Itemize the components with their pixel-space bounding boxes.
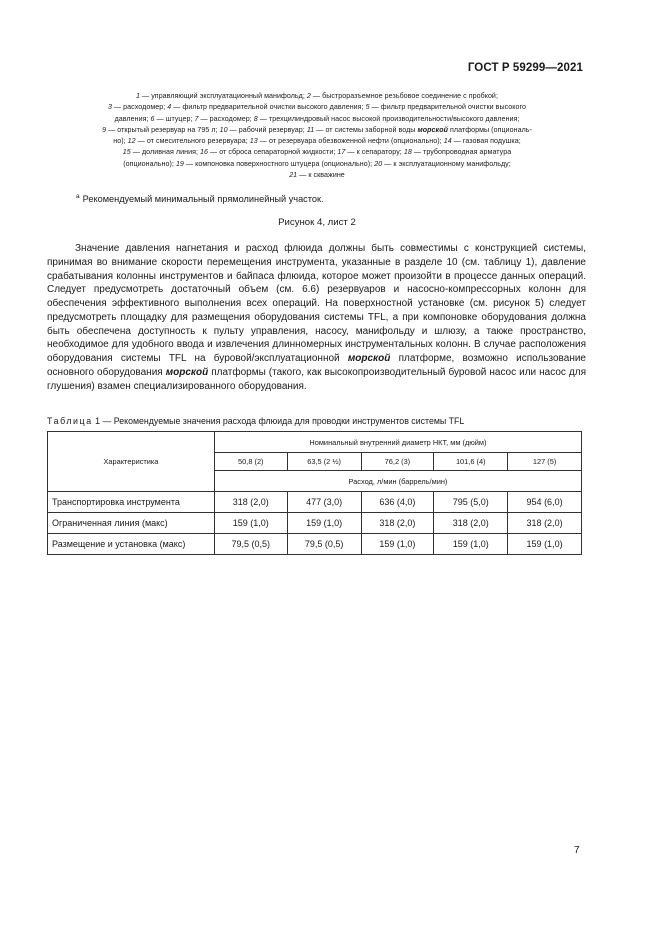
table-cell: 636 (4,0)	[361, 492, 434, 513]
footnote-text: Рекомендуемый минимальный прямолинейный участок.	[82, 194, 324, 205]
table-cell: 954 (6,0)	[508, 492, 582, 513]
legend-text: — рабочий резервуар;	[227, 125, 307, 134]
table-cell: 159 (1,0)	[434, 534, 508, 555]
legend-number: 21	[289, 171, 298, 180]
table-cell: 477 (3,0)	[287, 492, 361, 513]
table-cell: 159 (1,0)	[287, 513, 361, 534]
row-label: Ограниченная линия (макс)	[48, 513, 215, 534]
legend-text: — управляющий эксплуатационный манифольд;	[140, 92, 307, 100]
legend-text: — расходомер;	[198, 114, 254, 123]
diameter-header: Номинальный внутренний диаметр НКТ, мм (дюйм)	[214, 432, 581, 453]
legend-number: 16	[200, 148, 209, 157]
legend-text: — фильтр предварительной очистки высокого давления;	[171, 103, 366, 112]
legend-text: но);	[113, 137, 128, 146]
legend-number: 5	[365, 103, 370, 112]
footnote-mark: а	[76, 193, 80, 200]
legend-emphasis: морской	[417, 125, 448, 134]
figure-legend	[47, 91, 587, 181]
table-row	[48, 534, 582, 555]
diameter-cell: 50,8 (2)	[214, 453, 287, 471]
legend-number: 17	[337, 148, 346, 157]
document-header: ГОСТ Р 59299—2021	[467, 62, 583, 74]
diameter-cell: 101,6 (4)	[434, 453, 508, 471]
legend-text: — от смесительного резервуара;	[135, 137, 250, 146]
paragraph	[47, 242, 586, 393]
table-cell: 795 (5,0)	[434, 492, 508, 513]
legend-text: — расходомер;	[112, 103, 168, 112]
paragraph-text: Значение давления нагнетания и расход флюида должны быть совместимы с конструкцией системы, принимая во внимание скорости перемещения инструмента, указанные в разделе 10 (см. таблицу 1), давление срабатывания колонны инструментов и байпаса флюида, которое может произойти в процессе данных операций. Следует предусмотреть достаточный объем (см. 6.6) резервуаров и насосно-компрессорных колонн для обеспечения эффективного выполнения всех операций. На поверхностной установке (см. рисунок 5) следует предусмотреть площадку для размещения оборудования системы TFL, а при компоновке оборудования должна быть обеспечена доступность к пульту управления, насосу, манифольду и шлюзу, а также пространство, необходимое для удобного ввода и извлечения длинномерных инструментальных колонн. В случае расположения оборудования системы TFL на буровой/эксплуатационной	[47, 243, 586, 364]
paragraph-emphasis: морской	[165, 366, 209, 378]
legend-number: 11	[306, 125, 315, 134]
legend-line	[47, 170, 587, 181]
table-title	[47, 416, 464, 426]
table-cell: 159 (1,0)	[214, 513, 287, 534]
table-cell: 318 (2,0)	[508, 513, 582, 534]
legend-number: 6	[150, 114, 155, 123]
diameter-cell: 76,2 (3)	[361, 453, 434, 471]
legend-text: давления;	[114, 114, 151, 123]
legend-text: — доливная линия;	[130, 148, 201, 157]
legend-number: 4	[167, 103, 172, 112]
legend-number: 19	[175, 159, 184, 168]
table-cell: 79,5 (0,5)	[214, 534, 287, 555]
diameter-cell: 63,5 (2 ½)	[287, 453, 361, 471]
table-cell: 318 (2,0)	[214, 492, 287, 513]
legend-text: платформы (опциональ-	[447, 125, 532, 134]
figure-caption: Рисунок 4, лист 2	[278, 217, 356, 228]
legend-text: — газовая подушка;	[451, 137, 521, 146]
legend-text: — к эксплуатационному манифольду;	[382, 159, 511, 168]
paragraph-text: платформе, возможно использование основного оборудования	[47, 353, 586, 378]
legend-number: 9	[102, 125, 107, 134]
legend-text: — компоновка поверхностного штуцера (опционально);	[183, 159, 375, 168]
legend-number: 8	[253, 114, 258, 123]
paragraph-text: платформы (такого, как высокопроизводительный буровой насос или насос для глушения) взамен специализированного оборудования.	[47, 366, 586, 392]
legend-text: — от системы заборной воды	[314, 125, 418, 134]
legend-text: — открытый резервуар на 795 л;	[106, 125, 220, 134]
legend-number: 1	[136, 92, 141, 100]
body-paragraph	[47, 242, 586, 393]
legend-number: 10	[219, 125, 228, 134]
legend-text: — от сброса сепараторной жидкости;	[208, 148, 338, 157]
characteristic-header: Характеристика	[48, 432, 215, 492]
diameter-cell: 127 (5)	[508, 453, 582, 471]
legend-text: — к сепаратору;	[345, 148, 404, 157]
legend-number: 12	[127, 137, 136, 146]
table-row	[48, 513, 582, 534]
page-number: 7	[574, 845, 580, 856]
legend-number: 14	[443, 137, 452, 146]
legend-text: — к скважине	[297, 171, 345, 180]
paragraph-emphasis: морской	[347, 353, 391, 364]
legend-text: — трехцилиндровый насос высокой производительности/высокого давления;	[257, 114, 520, 123]
legend-line	[47, 102, 587, 113]
legend-number: 20	[374, 159, 383, 168]
legend-text: — от резервуара обезвоженной нефти (опционально);	[257, 137, 444, 146]
table-title-number: 1	[95, 416, 101, 426]
table-header-row	[48, 432, 582, 453]
legend-number: 2	[306, 92, 311, 100]
legend-number: 3	[108, 103, 112, 112]
legend-text: — фильтр предварительной очистки высокого	[369, 103, 526, 112]
row-label: Размещение и установка (макс)	[48, 534, 215, 555]
legend-line	[47, 91, 587, 102]
table-cell: 159 (1,0)	[508, 534, 582, 555]
legend-line	[47, 125, 587, 136]
legend-line	[47, 114, 587, 125]
legend-line	[47, 136, 587, 147]
table-cell: 159 (1,0)	[361, 534, 434, 555]
legend-text: — трубопроводная арматура	[411, 148, 512, 157]
table-title-text: — Рекомендуемые значения расхода флюида для проводки инструментов системы TFL	[100, 416, 465, 426]
table-cell: 318 (2,0)	[434, 513, 508, 534]
legend-number: 15	[122, 148, 131, 157]
legend-text: — быстроразъемное резьбовое соединение с пробкой;	[310, 92, 498, 100]
flow-rate-table	[47, 431, 582, 555]
figure-footnote	[76, 193, 324, 204]
legend-text: — штуцер;	[154, 114, 195, 123]
table-cell: 79,5 (0,5)	[287, 534, 361, 555]
table-cell: 318 (2,0)	[361, 513, 434, 534]
legend-number: 18	[403, 148, 412, 157]
legend-number: 13	[249, 137, 258, 146]
table-title-label: Таблица	[47, 416, 93, 426]
legend-line	[47, 147, 587, 158]
legend-number: 7	[194, 114, 199, 123]
legend-text: (опционально);	[123, 159, 176, 168]
legend-line	[47, 159, 587, 170]
row-label: Транспортировка инструмента	[48, 492, 215, 513]
flow-header: Расход, л/мин (баррель/мин)	[214, 471, 581, 492]
table-row	[48, 492, 582, 513]
